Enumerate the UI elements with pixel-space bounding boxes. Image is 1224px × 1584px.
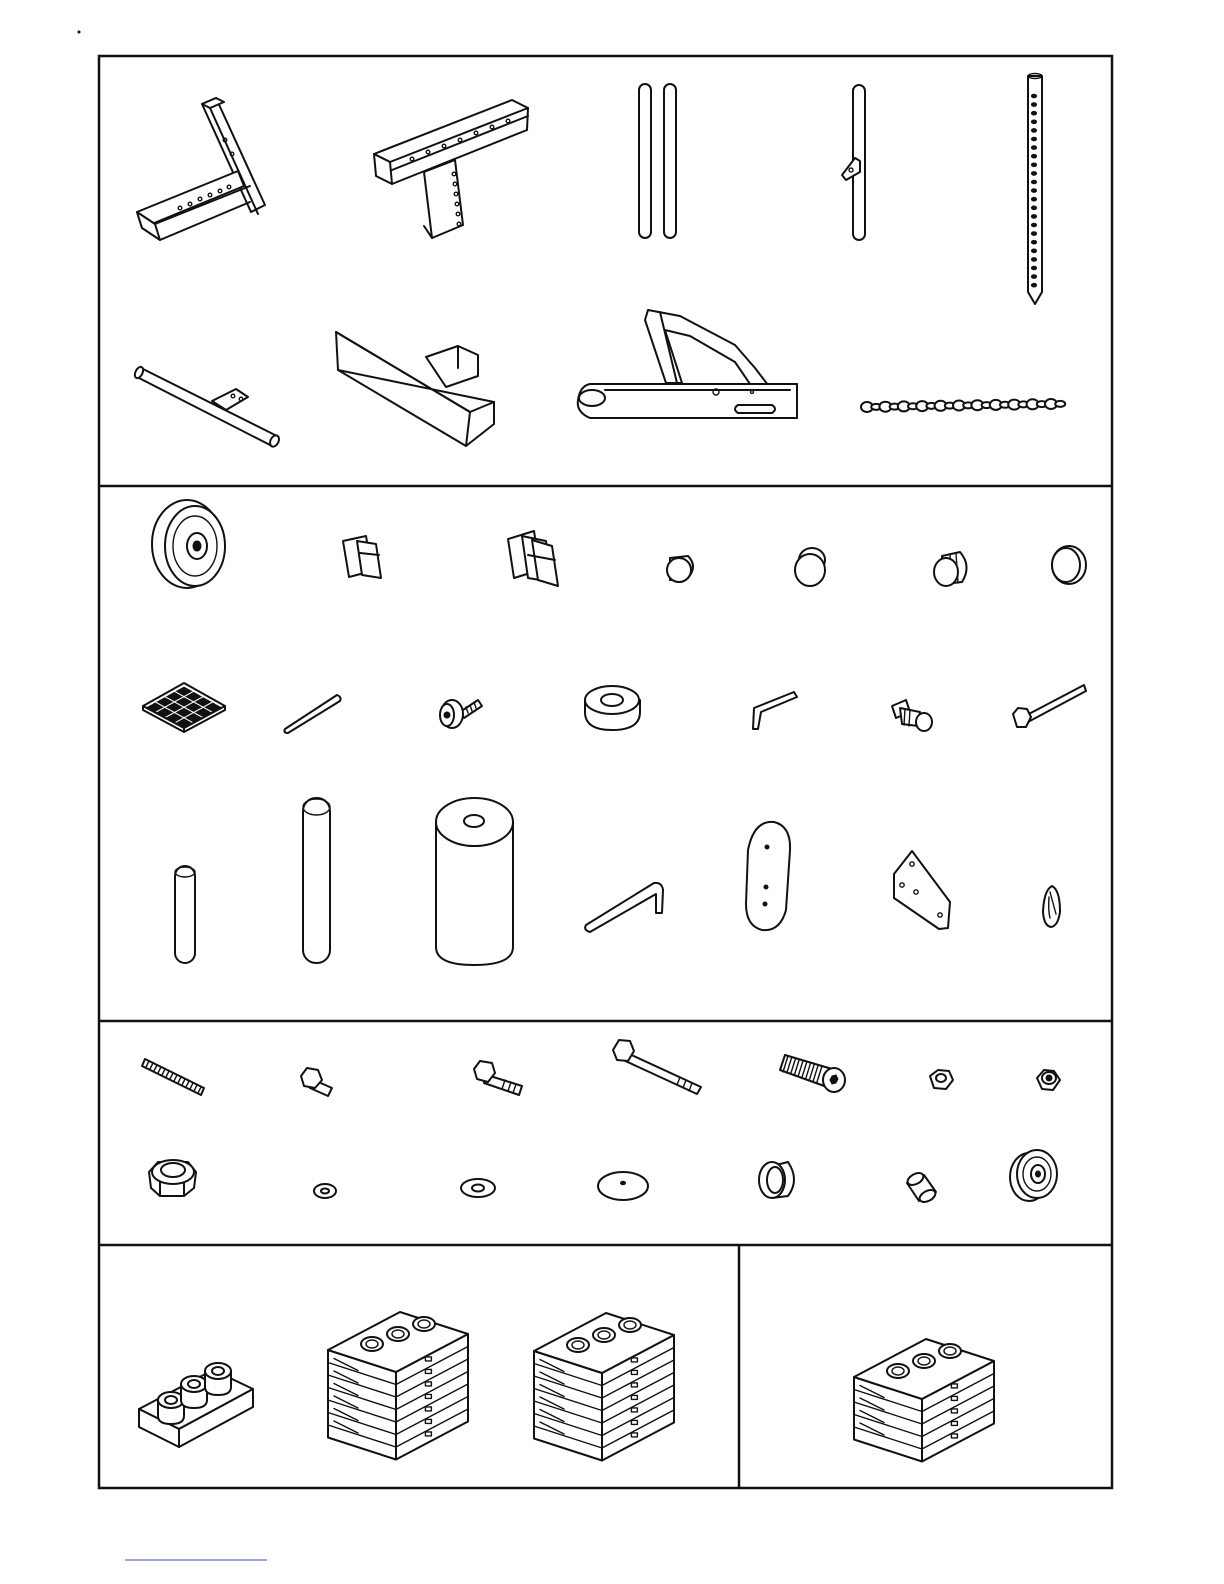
part-slide-guide-small (343, 536, 381, 578)
sheet-frame (99, 56, 1112, 1488)
part-grid-foot-pad (143, 683, 225, 732)
part-ribbed-end-cap (934, 552, 967, 586)
part-carabiner (1043, 886, 1060, 927)
part-rod-with-bracket (842, 85, 865, 240)
part-long-rod (303, 798, 330, 963)
part-long-pin-hex-head (1013, 685, 1086, 727)
part-weight-stack-main-b (534, 1313, 674, 1461)
part-foam-roller (436, 798, 513, 965)
part-angle-plate (894, 851, 950, 929)
chain-link (1055, 401, 1065, 407)
part-socket-cap-screw (780, 1055, 845, 1092)
part-slide-guide-double (508, 531, 558, 586)
part-bar-with-plate (133, 366, 281, 449)
part-leg-lever-arm (578, 310, 797, 418)
part-ring-bushing (1052, 546, 1086, 584)
section-hardware (142, 1040, 1060, 1204)
part-hex-key-small (753, 692, 797, 729)
part-round-end-cap-large (795, 548, 825, 586)
section-weight-stack (139, 1312, 674, 1461)
part-pulley (152, 500, 225, 588)
part-weight-stack-add-on (854, 1339, 994, 1462)
part-small-pulley (1010, 1150, 1057, 1201)
part-flanged-bushing (759, 1162, 794, 1198)
part-short-rod (175, 866, 195, 963)
part-hex-bolt-medium (474, 1061, 522, 1095)
part-hex-bolt-long (613, 1040, 701, 1094)
part-spacer-tube (906, 1171, 938, 1205)
section-frame-parts (133, 74, 1065, 449)
part-washer-medium (461, 1179, 495, 1197)
part-chain (861, 399, 1065, 412)
part-lock-nut-large (149, 1160, 196, 1196)
part-short-pin (284, 695, 340, 733)
section-add-on-weight-stack (854, 1339, 994, 1462)
post-hole-marks (1031, 94, 1036, 287)
part-round-end-cap-small (667, 556, 693, 582)
part-hex-bolt-short (301, 1068, 332, 1096)
part-l-handle-rod (585, 883, 663, 932)
part-hex-nut (930, 1070, 953, 1089)
part-angle-foot-tray (336, 332, 494, 446)
part-top-weight-plate (139, 1363, 253, 1447)
part-t-frame (374, 100, 528, 238)
part-spacer-washer (585, 686, 640, 730)
part-washer-large (598, 1172, 648, 1200)
part-angled-base-frame (137, 98, 265, 240)
part-knob-screw (440, 700, 482, 728)
part-pop-pin (892, 700, 932, 731)
part-oval-plate (746, 822, 790, 930)
part-perforated-post (1028, 74, 1042, 305)
corner-mark (78, 31, 81, 34)
part-lock-nut-small (1037, 1070, 1060, 1090)
part-weight-stack-main-a (328, 1312, 468, 1460)
part-threaded-rod (142, 1059, 204, 1095)
part-upright-rods (639, 84, 676, 238)
section-small-components (143, 500, 1086, 965)
part-washer-small (314, 1184, 336, 1198)
